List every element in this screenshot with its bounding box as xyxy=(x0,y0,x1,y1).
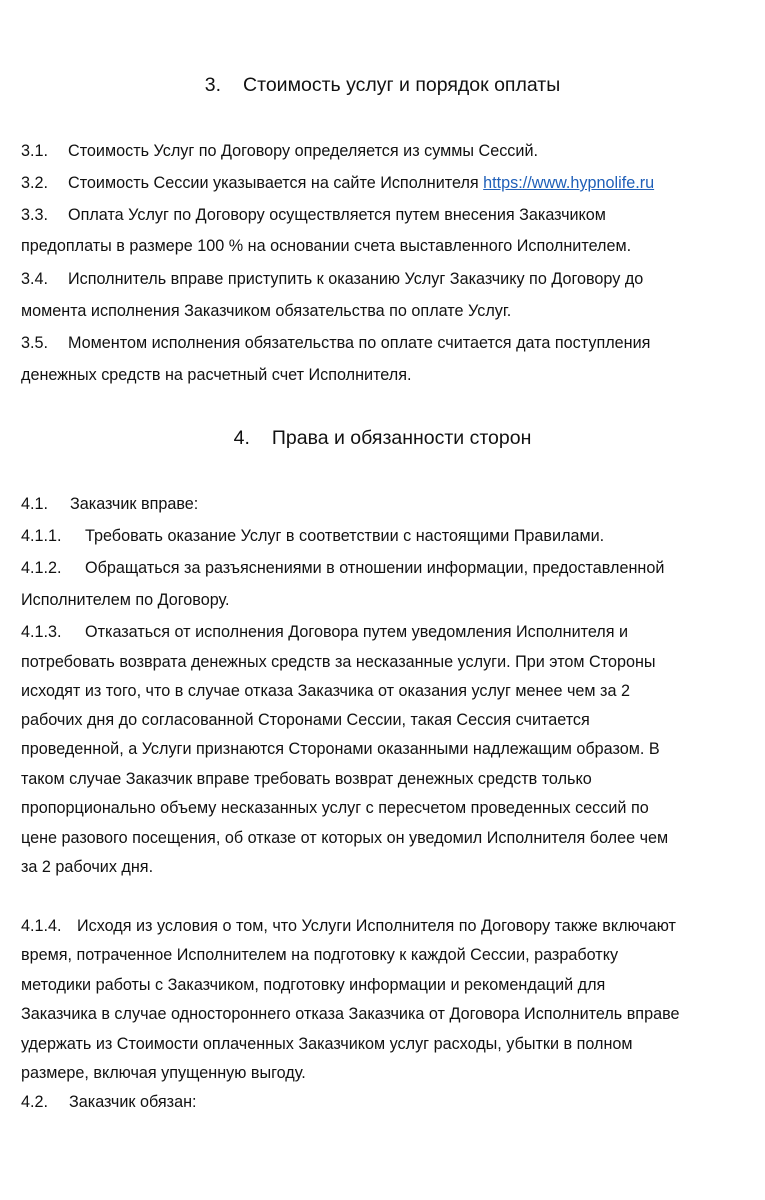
clause-text: исходят из того, что в случае отказа Заказчика от оказания услуг менее чем за 2 xyxy=(21,682,630,700)
clause-text: Стоимость Сессии указывается на сайте Исполнителя xyxy=(68,174,484,192)
clause-text: удержать из Стоимости оплаченных Заказчиком услуг расходы, убытки в полном xyxy=(21,1035,633,1053)
clause-text: момента исполнения Заказчиком обязательства по оплате Услуг. xyxy=(21,302,512,320)
clause-3-5-cont xyxy=(21,365,411,385)
section-4-heading xyxy=(0,426,765,450)
clause-text: Исполнителем по Договору. xyxy=(21,591,230,609)
clause-3-2 xyxy=(21,173,654,193)
clause-text: пропорционально объему несказанных услуг с пересчетом проведенных сессий по xyxy=(21,799,649,817)
clause-text: предоплаты в размере 100 % на основании счета выставленного Исполнителем. xyxy=(21,237,632,255)
clause-text: Отказаться от исполнения Договора путем уведомления Исполнителя и xyxy=(85,623,629,641)
clause-4-2 xyxy=(21,1092,197,1112)
clause-3-4-cont xyxy=(21,301,511,321)
clause-text: время, потраченное Исполнителем на подготовку к каждой Сессии, разработку xyxy=(21,946,619,964)
clause-3-5 xyxy=(21,333,650,353)
clause-4-1-3 xyxy=(21,622,628,642)
clause-4-1-2 xyxy=(21,558,664,578)
clause-text: Моментом исполнения обязательства по оплате считается дата поступления xyxy=(68,334,651,352)
clause-4-1-3-cont xyxy=(21,828,668,848)
clause-4-1-3-cont xyxy=(21,739,660,759)
clause-number: 4.2. xyxy=(21,1093,49,1111)
clause-4-1 xyxy=(21,494,198,514)
section-3-title: Стоимость услуг и порядок оплаты xyxy=(243,74,561,96)
clause-text: Требовать оказание Услуг в соответствии с настоящими Правилами. xyxy=(85,527,605,545)
clause-text: за 2 рабочих дня. xyxy=(21,858,154,876)
clause-text: рабочих дня до согласованной Сторонами Сессии, такая Сессия считается xyxy=(21,711,590,729)
clause-4-1-3-cont xyxy=(21,857,153,877)
clause-text: денежных средств на расчетный счет Исполнителя. xyxy=(21,366,412,384)
clause-number: 4.1.2. xyxy=(21,559,62,577)
section-4-title: Права и обязанности сторон xyxy=(271,427,532,449)
clause-number: 3.5. xyxy=(21,334,49,352)
clause-3-1 xyxy=(21,141,538,161)
clause-number: 4.1.3. xyxy=(21,623,62,641)
clause-text: Оплата Услуг по Договору осуществляется путем внесения Заказчиком xyxy=(68,206,606,224)
clause-text: Заказчик обязан: xyxy=(69,1093,197,1111)
section-3-number: 3. xyxy=(204,74,222,96)
clause-number: 4.1. xyxy=(21,495,49,513)
clause-text: Обращаться за разъяснениями в отношении информации, предоставленной xyxy=(85,559,665,577)
section-4-number: 4. xyxy=(233,427,250,449)
clause-4-1-4-cont xyxy=(21,1034,633,1054)
clause-4-1-3-cont xyxy=(21,798,649,818)
clause-number: 3.3. xyxy=(21,206,49,224)
clause-4-1-4 xyxy=(21,916,676,936)
clause-text: цене разового посещения, об отказе от которых он уведомил Исполнителя более чем xyxy=(21,829,669,847)
clause-number: 4.1.1. xyxy=(21,527,62,545)
clause-number: 3.4. xyxy=(21,270,49,288)
clause-4-1-4-cont xyxy=(21,945,618,965)
clause-4-1-3-cont xyxy=(21,710,590,730)
clause-4-1-4-cont xyxy=(21,1004,680,1024)
clause-4-1-4-cont xyxy=(21,1063,306,1083)
clause-4-1-3-cont xyxy=(21,681,630,701)
clause-text: проведенной, а Услуги признаются Сторонами оказанными надлежащим образом. В xyxy=(21,740,660,758)
clause-3-4 xyxy=(21,269,643,289)
clause-text: Исполнитель вправе приступить к оказанию Услуг Заказчику по Договору до xyxy=(68,270,644,288)
clause-4-1-2-cont xyxy=(21,590,230,610)
website-link[interactable]: https://www.hypnolife.ru xyxy=(483,174,655,192)
clause-4-1-3-cont xyxy=(21,769,592,789)
clause-text: таком случае Заказчик вправе требовать возврат денежных средств только xyxy=(21,770,592,788)
clause-4-1-3-cont xyxy=(21,652,656,672)
section-3-heading xyxy=(0,73,765,97)
clause-number: 3.2. xyxy=(21,174,49,192)
clause-text: размере, включая упущенную выгоду. xyxy=(21,1064,306,1082)
clause-number: 3.1. xyxy=(21,142,49,160)
clause-4-1-1 xyxy=(21,526,604,546)
clause-4-1-4-cont xyxy=(21,975,605,995)
clause-text: Исходя из условия о том, что Услуги Исполнителя по Договору также включают xyxy=(77,917,676,935)
clause-text: Заказчик вправе: xyxy=(70,495,199,513)
clause-3-3 xyxy=(21,205,606,225)
clause-text: потребовать возврата денежных средств за несказанные услуги. При этом Стороны xyxy=(21,653,656,671)
clause-number: 4.1.4. xyxy=(21,917,62,935)
clause-text: методики работы с Заказчиком, подготовку информации и рекомендаций для xyxy=(21,976,606,994)
clause-3-3-cont xyxy=(21,236,631,256)
clause-text: Стоимость Услуг по Договору определяется из суммы Сессий. xyxy=(68,142,538,160)
clause-text: Заказчика в случае одностороннего отказа Заказчика от Договора Исполнитель вправе xyxy=(21,1005,680,1023)
